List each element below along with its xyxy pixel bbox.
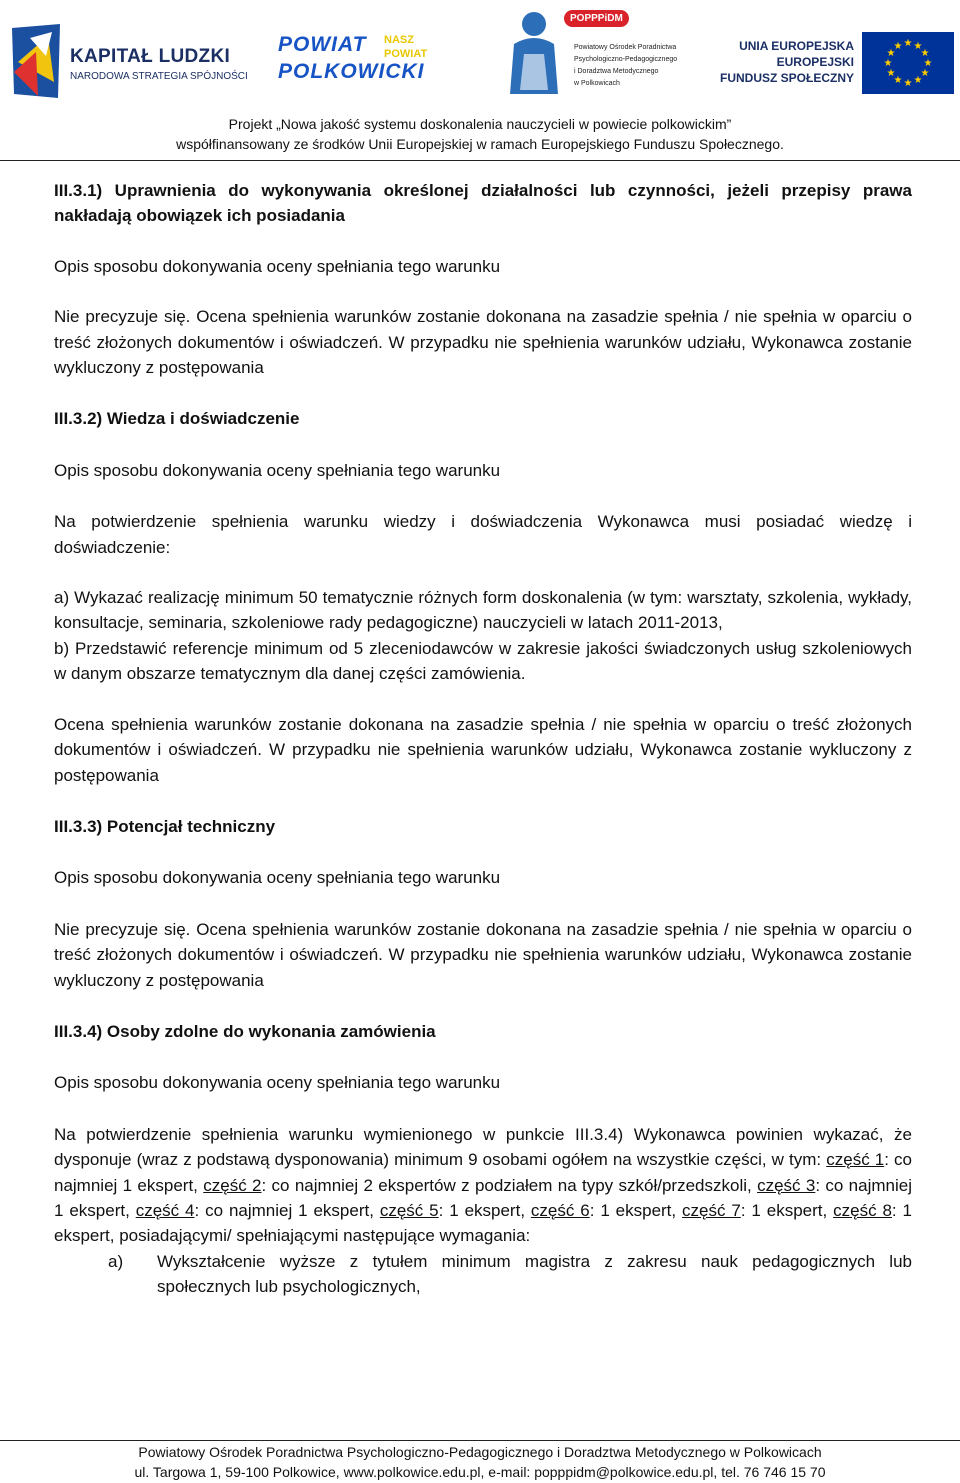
part-5-label: część 5 bbox=[379, 1200, 439, 1220]
req-text: : co najmniej 1 ekspert, bbox=[54, 1150, 912, 1195]
svg-text:★: ★ bbox=[886, 48, 896, 59]
footer-contact: ul. Targowa 1, 59-100 Polkowice, www.polkowice.edu.pl, e-mail: popppidm@polkowice.edu.pl, tel. 76 746 15 70 bbox=[134, 1464, 826, 1480]
poppidm-line-1: Powiatowy Ośrodek Poradnictwa bbox=[574, 44, 677, 51]
personnel-requirements bbox=[54, 1122, 912, 1249]
section-body-3-3-3: Nie precyzuje się. Ocena spełnienia warunków zostanie dokonana na zasadzie spełnia / nie spełnia w oparciu o treść złożonych dokumentów i oświadczeń. W przypadku nie spełnienia warunków udziału, Wykonawca zostanie wykluczony z postępowania bbox=[54, 919, 912, 990]
svg-text:★: ★ bbox=[893, 75, 903, 86]
kapital-ludzki-logo bbox=[8, 22, 248, 100]
section-heading-3-3-2: III.3.2) Wiedza i doświadczenie bbox=[54, 409, 300, 429]
section-heading-3-3-1: III.3.1) Uprawnienia do wykonywania określonej działalności lub czynności, jeżeli przepisy prawa nakładają obowiązek ich posiadania bbox=[54, 181, 912, 226]
req-text: : 1 ekspert, posiadającymi/ spełniającymi następujące wymagania: bbox=[54, 1200, 912, 1246]
poppidm-badge: POPPPiDM bbox=[564, 10, 629, 27]
svg-text:★: ★ bbox=[920, 68, 930, 79]
part-1-label: część 1 bbox=[826, 1150, 885, 1170]
svg-text:★: ★ bbox=[903, 38, 913, 49]
part-6-label: część 6 bbox=[530, 1200, 590, 1220]
requirement-item-a bbox=[54, 1249, 912, 1300]
part-2-label: część 2 bbox=[203, 1175, 262, 1195]
part-3-label: część 3 bbox=[757, 1175, 816, 1195]
poppidm-line-3: i Doradztwa Metodycznego bbox=[574, 68, 659, 75]
svg-text:★: ★ bbox=[886, 68, 896, 79]
svg-text:★: ★ bbox=[883, 58, 893, 69]
document-body bbox=[54, 178, 912, 1300]
ue-line-3: FUNDUSZ SPOŁECZNY bbox=[719, 71, 854, 85]
req-text: : co najmniej 2 ekspertów z podziałem na typy szkół/przedszkoli, bbox=[261, 1175, 758, 1195]
assessment-label-1: Opis sposobu dokonywania oceny spełniania tego warunku bbox=[54, 256, 501, 276]
powiat-word: POWIAT bbox=[278, 33, 367, 56]
ue-line-2: EUROPEJSKI bbox=[776, 55, 854, 69]
footer-divider bbox=[0, 1440, 960, 1441]
req-text: : 1 ekspert, bbox=[438, 1200, 531, 1220]
req-text: : co najmniej 1 ekspert, bbox=[194, 1200, 380, 1220]
knowledge-item-b: b) Przedstawić referencje minimum od 5 zleceniodawców w zakresie jakości świadczonych usług szkoleniowych w danym obszarze tematycznym dla danej części zamówienia. bbox=[54, 638, 912, 684]
svg-text:★: ★ bbox=[913, 41, 923, 52]
project-title-line: Projekt „Nowa jakość systemu doskonalenia nauczycieli w powiecie polkowickim” bbox=[228, 116, 732, 132]
polkowicki-word: POLKOWICKI bbox=[278, 60, 425, 83]
section-body-3-3-1: Nie precyzuje się. Ocena spełnienia warunków zostanie dokonana na zasadzie spełnia / nie spełnia w oparciu o treść złożonych dokumentów i oświadczeń. W przypadku nie spełnienia warunków udziału, Wykonawca zostanie wykluczony z postępowania bbox=[54, 307, 912, 378]
req-text: : 1 ekspert, bbox=[589, 1200, 683, 1220]
svg-text:★: ★ bbox=[893, 41, 903, 52]
section-body-3-3-2: Ocena spełnienia warunków zostanie dokonana na zasadzie spełnia / nie spełnia w oparciu o treść złożonych dokumentów i oświadczeń. W przypadku nie spełnienia warunków udziału, Wykonawca zostanie wykluczony z postępowania bbox=[54, 714, 912, 785]
svg-text:★: ★ bbox=[923, 58, 933, 69]
project-funding-line: współfinansowany ze środków Unii Europejskiej w ramach Europejskiego Funduszu Społecznego. bbox=[176, 136, 784, 152]
knowledge-intro: Na potwierdzenie spełnienia warunku wiedzy i doświadczenia Wykonawca musi posiadać wiedzę i doświadczenie: bbox=[54, 512, 912, 557]
assessment-label-3: Opis sposobu dokonywania oceny spełniania tego warunku bbox=[54, 868, 501, 888]
powiat-badge-word: POWIAT bbox=[384, 48, 428, 60]
knowledge-item-a: a) Wykazać realizację minimum 50 tematycznie różnych form doskonalenia (w tym: warsztaty, szkolenia, wykłady, konsultacje, seminaria, szkoleniowe rady pedagogiczne) nauczycieli w latach 2011-2013, bbox=[54, 588, 912, 633]
part-4-label: część 4 bbox=[135, 1200, 195, 1220]
eu-efs-logo bbox=[719, 30, 956, 96]
requirement-marker: a) bbox=[108, 1251, 124, 1271]
kapital-ludzki-subtitle: NARODOWA STRATEGIA SPÓJNOŚCI bbox=[70, 71, 248, 82]
poppidm-line-4: w Polkowicach bbox=[574, 80, 620, 87]
svg-text:★: ★ bbox=[920, 48, 930, 59]
part-8-label: część 8 bbox=[833, 1200, 892, 1220]
svg-text:★: ★ bbox=[913, 75, 923, 86]
powiat-polkowicki-logo bbox=[278, 30, 438, 90]
req-text: : 1 ekspert, bbox=[740, 1200, 834, 1220]
nasz-word: NASZ bbox=[384, 34, 414, 46]
page-header bbox=[0, 0, 960, 160]
footer-institution: Powiatowy Ośrodek Poradnictwa Psychologiczno-Pedagogicznego i Doradztwa Metodycznego w Polkowicach bbox=[138, 1444, 822, 1460]
ue-line-1: UNIA EUROPEJSKA bbox=[739, 39, 854, 53]
header-divider bbox=[0, 160, 960, 161]
poppidm-logo bbox=[506, 4, 696, 100]
assessment-label-2: Opis sposobu dokonywania oceny spełniania tego warunku bbox=[54, 460, 501, 480]
eu-flag-icon bbox=[862, 32, 954, 94]
svg-text:★: ★ bbox=[903, 78, 913, 89]
poppidm-line-2: Psychologiczno-Pedagogicznego bbox=[574, 56, 678, 63]
requirement-text: Wykształcenie wyższe z tytułem minimum magistra z zakresu nauk pedagogicznych lub społecznych lub psychologicznych, bbox=[157, 1251, 912, 1297]
section-heading-3-3-3: III.3.3) Potencjał techniczny bbox=[54, 816, 276, 836]
assessment-label-4: Opis sposobu dokonywania oceny spełniania tego warunku bbox=[54, 1073, 501, 1093]
part-7-label: część 7 bbox=[682, 1200, 741, 1220]
kapital-ludzki-emblem-icon bbox=[8, 22, 64, 100]
req-text: : co najmniej 1 ekspert, bbox=[54, 1175, 912, 1220]
section-heading-3-3-4: III.3.4) Osoby zdolne do wykonania zamówienia bbox=[54, 1021, 436, 1041]
req-text: Na potwierdzenie spełnienia warunku wymienionego w punkcie III.3.4) Wykonawca powinien wykazać, że dysponuje (wraz z podstawą dysponowania) minimum 9 osobami ogółem na wszystkie części, w tym: bbox=[54, 1124, 912, 1170]
kapital-ludzki-title: KAPITAŁ LUDZKI bbox=[70, 46, 231, 67]
